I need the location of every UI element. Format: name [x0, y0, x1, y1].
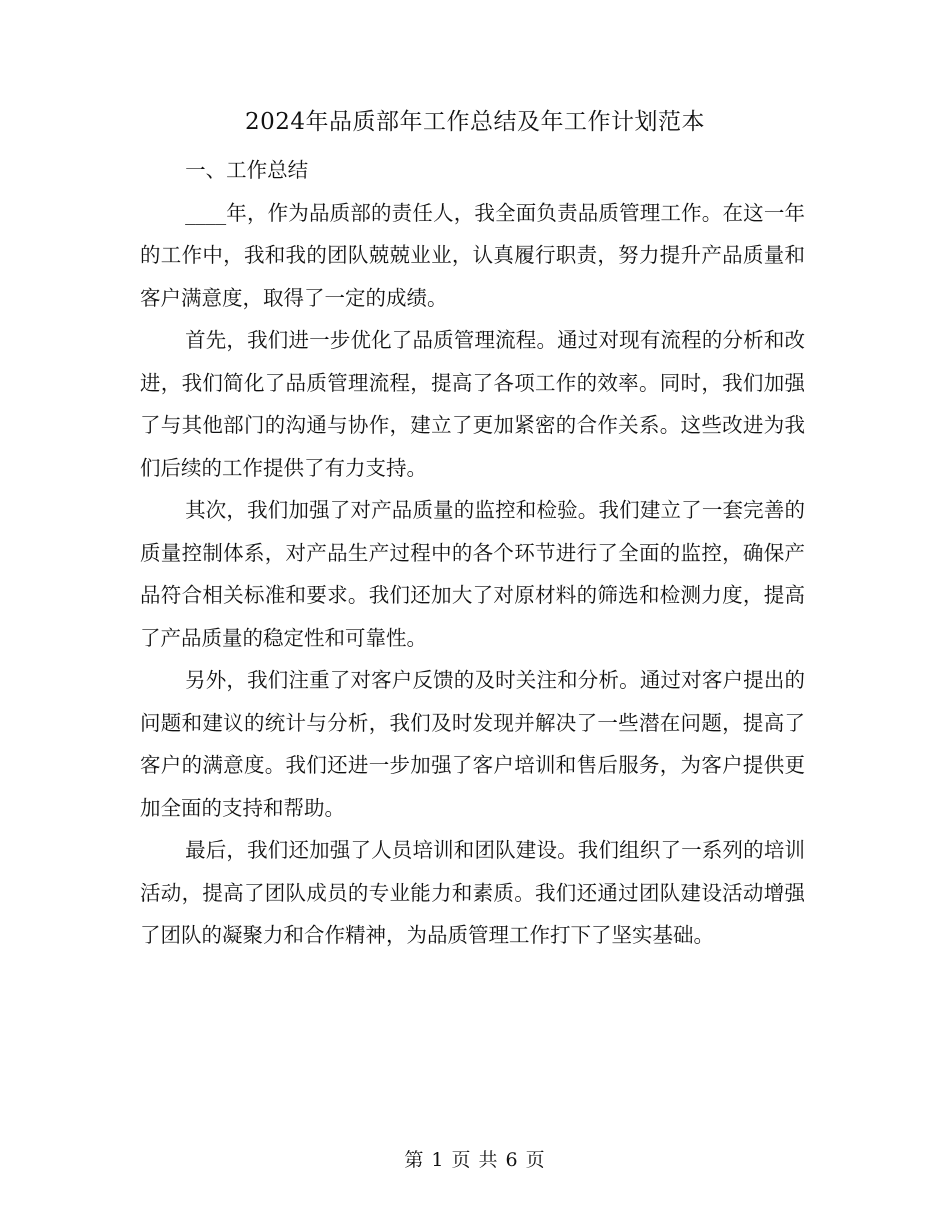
paragraph-team-building: 最后，我们还加强了人员培训和团队建设。我们组织了一系列的培训活动，提高了团队成员的专业能力和素质。我们还通过团队建设活动增强了团队的凝聚力和合作精神，为品质管理工作打下了坚实基础。 [140, 838, 805, 947]
paragraph-quality-monitoring: 其次，我们加强了对产品质量的监控和检验。我们建立了一套完善的质量控制体系，对产品生产过程中的各个环节进行了全面的监控，确保产品符合相关标准和要求。我们还加大了对原材料的筛选和检测力度，提高了产品质量的稳定性和可靠性。 [140, 498, 805, 650]
paragraph-intro: ____年，作为品质部的责任人，我全面负责品质管理工作。在这一年的工作中，我和我的团队兢兢业业，认真履行职责，努力提升产品质量和客户满意度，取得了一定的成绩。 [140, 200, 805, 310]
paragraph-customer-feedback: 另外，我们注重了对客户反馈的及时关注和分析。通过对客户提出的问题和建议的统计与分析，我们及时发现并解决了一些潜在问题，提高了客户的满意度。我们还进一步加强了客户培训和售后服务，为客户提供更加全面的支持和帮助。 [140, 668, 805, 820]
page-number-footer: 第 1 页 共 6 页 [404, 1149, 546, 1171]
section-heading: 一、工作总结 [185, 158, 309, 182]
document-title: 2024年品质部年工作总结及年工作计划范本 [244, 109, 706, 135]
document-body [140, 149, 805, 957]
paragraph-process-optimization: 首先，我们进一步优化了品质管理流程。通过对现有流程的分析和改进，我们简化了品质管理流程，提高了各项工作的效率。同时，我们加强了与其他部门的沟通与协作，建立了更加紧密的合作关系。这些改进为我们后续的工作提供了有力支持。 [140, 328, 805, 480]
